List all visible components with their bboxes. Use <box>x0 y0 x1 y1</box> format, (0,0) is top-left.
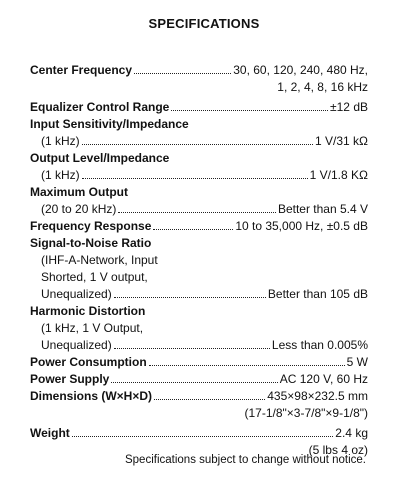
dot-leader <box>82 141 313 145</box>
dot-leader <box>171 107 328 111</box>
spec-equalizer-range <box>30 99 368 116</box>
spec-label: Harmonic Distortion <box>30 304 146 318</box>
spec-value: Better than 105 dB <box>267 287 368 301</box>
spec-value-continued: (5 lbs 4 oz) <box>308 443 368 457</box>
spec-center-frequency <box>30 62 368 79</box>
spec-label: Frequency Response <box>30 219 152 233</box>
spec-power-supply <box>30 371 368 388</box>
spec-condition: (20 to 20 kHz) <box>41 202 117 216</box>
spec-label: Equalizer Control Range <box>30 100 170 114</box>
spec-value-continued: 1, 2, 4, 8, 16 kHz <box>277 80 368 94</box>
spec-condition: Shorted, 1 V output, <box>41 270 148 284</box>
dot-leader <box>114 294 266 298</box>
spec-input-sensitivity <box>30 116 368 133</box>
spec-label: Power Consumption <box>30 355 147 369</box>
specifications-list <box>30 62 368 459</box>
spec-condition: (1 kHz) <box>41 168 80 182</box>
spec-maximum-output-detail <box>30 201 368 218</box>
spec-label: Power Supply <box>30 372 110 386</box>
spec-dimensions <box>30 388 368 405</box>
dot-leader <box>114 345 270 349</box>
spec-label: Maximum Output <box>30 185 128 199</box>
spec-label: Signal-to-Noise Ratio <box>30 236 152 250</box>
spec-signal-to-noise <box>30 235 368 252</box>
spec-output-level <box>30 150 368 167</box>
spec-value: 435×98×232.5 mm <box>267 389 368 403</box>
spec-value: AC 120 V, 60 Hz <box>279 372 368 386</box>
spec-weight <box>30 425 368 442</box>
dot-leader <box>118 209 276 213</box>
spec-label: Center Frequency <box>30 63 133 77</box>
page-title: SPECIFICATIONS <box>148 16 260 31</box>
spec-value: Less than 0.005% <box>271 338 368 352</box>
spec-value: 2.4 kg <box>335 426 368 440</box>
spec-condition: (1 kHz, 1 V Output, <box>41 321 144 335</box>
dot-leader <box>153 226 233 230</box>
spec-signal-to-noise-cond-2 <box>30 269 368 286</box>
dot-leader <box>149 362 345 366</box>
spec-signal-to-noise-cond-1 <box>30 252 368 269</box>
spec-center-frequency-cont <box>30 79 368 96</box>
spec-power-consumption <box>30 354 368 371</box>
spec-signal-to-noise-detail <box>30 286 368 303</box>
change-notice: Specifications subject to change without notice. <box>124 454 366 466</box>
spec-value: 30, 60, 120, 240, 480 Hz, <box>233 63 368 77</box>
dot-leader <box>154 396 265 400</box>
dot-leader <box>111 379 277 383</box>
spec-condition: Unequalized) <box>41 287 112 301</box>
spec-value: Better than 5.4 V <box>277 202 368 216</box>
spec-label: Weight <box>30 426 70 440</box>
spec-dimensions-cont <box>30 405 368 422</box>
spec-value: 5 W <box>346 355 368 369</box>
spec-condition: Unequalized) <box>41 338 112 352</box>
spec-harmonic-distortion-detail <box>30 337 368 354</box>
spec-harmonic-distortion <box>30 303 368 320</box>
spec-label: Dimensions (W×H×D) <box>30 389 153 403</box>
spec-label: Input Sensitivity/Impedance <box>30 117 189 131</box>
spec-frequency-response <box>30 218 368 235</box>
spec-value-continued: (17-1/8"×3-7/8"×9-1/8") <box>244 406 368 420</box>
spec-maximum-output <box>30 184 368 201</box>
spec-condition: (IHF-A-Network, Input <box>41 253 158 267</box>
spec-condition: (1 kHz) <box>41 134 80 148</box>
spec-value: 1 V/1.8 KΩ <box>309 168 368 182</box>
spec-value: ±12 dB <box>330 100 368 114</box>
spec-value: 10 to 35,000 Hz, ±0.5 dB <box>235 219 368 233</box>
dot-leader <box>72 433 334 437</box>
spec-input-sensitivity-detail <box>30 133 368 150</box>
spec-value: 1 V/31 kΩ <box>315 134 368 148</box>
spec-harmonic-distortion-cond-1 <box>30 320 368 337</box>
dot-leader <box>134 70 231 74</box>
spec-output-level-detail <box>30 167 368 184</box>
spec-label: Output Level/Impedance <box>30 151 170 165</box>
dot-leader <box>82 175 308 179</box>
